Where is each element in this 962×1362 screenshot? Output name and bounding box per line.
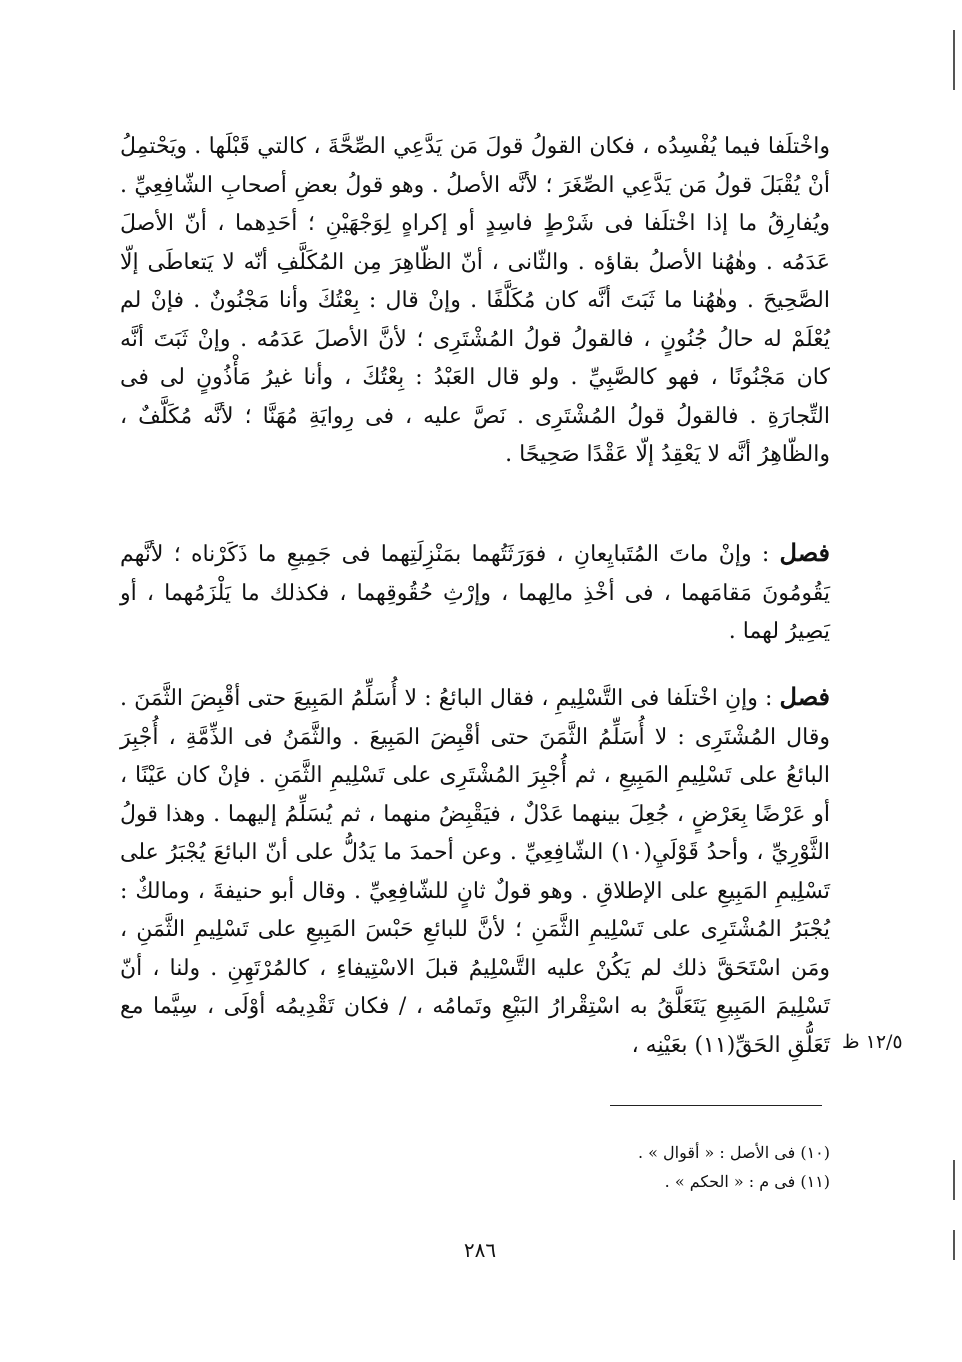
page-number: ٢٨٦ [463, 1238, 497, 1262]
scan-edge-mark [953, 1160, 955, 1200]
paragraph-3-text: : وإنِ اخْتلَفا فى التَّسْلِيمِ ، فقال البائعُ : لا أُسَلِّمُ المَبِيعَ حتى أقْبِضَ الثَّمَنَ . وقال المُشْتَرِى : لا أُسَلِّمُ الثَّمَنَ حتى أقْبِضَ المَبِيعَ . والثَّمَنُ فى الذِّمَّةِ ، أُجْبِرَ البائعُ على تَسْلِيمِ المَبِيعِ ، ثم أُجْبِرَ المُشْتَرِى على تَسْلِيمِ الثَّمَنِ . فإنْ كان عَيْنًا ، أو عَرْضًا بِعَرْضٍ ، جُعِلَ بينهما عَدْلٌ ، فيَقْبِضُ منهما ، ثم يُسَلِّمُ إليهما . وهذا قولُ الثَّوْرِيِّ ، وأحدُ قَوْلَيِ(١٠) الشّافِعِيِّ . وعن أحمدَ ما يَدُلُّ على أنّ البائعَ يُجْبَرُ على تَسْلِيمِ المَبِيعِ على الإطلاقِ . وهو قولٌ ثانٍ للشّافِعِيِّ . وقال أبو حنيفةَ ، ومالكٌ : يُجْبَرُ المُشْتَرِى على تَسْلِيمِ الثَّمَنِ ؛ لأنَّ للبائعِ حَبْسَ المَبِيعِ على تَسْلِيمِ الثَّمَنِ ، ومَن اسْتَحَقَّ ذلك لم يَكُنْ عليه التَّسْلِيمُ قبلَ الاسْتِيفاءِ ، كالمُرْتَهِنِ . ولنا ، أنّ تَسْلِيمَ المَبِيعِ يَتَعَلَّقُ به اسْتِقْرارُ البَيْعِ وتَمامُه ، / فكان تَقْدِيمُه أوْلَى ، سِيَّما مع تَعَلُّقِ الحَقِّ(١١) بعَيْنِه ، [120, 686, 830, 1058]
section-heading-fasl: فصل [779, 682, 830, 711]
footnote-11: (١١) فى م : « الحكم » . [664, 1172, 830, 1191]
paragraph-2 [120, 534, 830, 652]
footnotes [500, 1138, 830, 1196]
scan-edge-mark [953, 1230, 955, 1260]
scan-edge-mark [953, 30, 955, 90]
paragraph-2-text: : وإنْ ماتَ المُتَبايِعانِ ، فوَرَثَتُهما بمَنْزِلَتِهما فى جَمِيعِ ما ذَكَرْناه ؛ لأنَّهم يَقُومُونَ مَقامَهما ، فى أخْذِ مالِهما ، وإرْثِ حُقُوقِهما ، فكذلك ما يَلْزَمُهما ، أو يَصِيرُ لهما . [120, 542, 830, 644]
margin-folio-note: ١٢/٥ ظ [842, 1031, 903, 1053]
section-heading-fasl: فصل [779, 538, 830, 567]
paragraph-1 [120, 128, 830, 475]
paragraph-3 [120, 678, 830, 1065]
footnote-10: (١٠) فى الأصل : « أقوال » . [637, 1143, 830, 1162]
paragraph-1-text: واخْتلَفا فيما يُفْسِدُه ، فكان القولُ قولَ مَن يَدَّعِي الصِّحَّةَ ، كالتي قَبْلَها . ويَحْتمِلُ أنْ يُقْبَلَ قولُ مَن يَدَّعِي الصِّغَرَ ؛ لأنَّه الأصلُ . وهو قولُ بعضِ أصحابِ الشّافِعِيِّ . ويُفارِقُ ما إذا اخْتلَفا فى شَرْطٍ فاسِدٍ أو إكراهٍ لِوَجْهَيْنِ ؛ أحَدِهما ، أنّ الأصلَ عَدَمُه . وهٰهُنا الأصلُ بقاؤه . والثّانى ، أنّ الظّاهِرَ مِن المُكَلَّفِ أنّه لا يَتعاطَى إلّا الصَّحِيحَ . وهٰهُنا ما ثَبَتَ أنَّه كان مُكَلَّفًا . وإنْ قال : بِعْتُكَ وأنا مَجْنُونٌ . فإنْ لم يُعْلَمْ له حالُ جُنُونٍ ، فالقولُ قولُ المُشْتَرِى ؛ لأنَّ الأصلَ عَدَمُه . وإنْ ثَبَتَ أنَّه كان مَجْنُونًا ، فهو كالصَّبِيِّ . ولو قال العَبْدُ : بِعْتُكَ ، وأنا غيرُ مَأْذُونٍ لى فى التِّجارَةِ . فالقولُ قولُ المُشْتَرِى . نَصَّ عليه ، فى رِوايَةِ مُهَنَّا ؛ لأنَّه مُكَلَّفٌ ، والظّاهِرُ أنَّه لا يَعْقِدُ إلّا عَقْدًا صَحِيحًا . [120, 134, 830, 467]
footnote-divider [610, 1105, 822, 1106]
